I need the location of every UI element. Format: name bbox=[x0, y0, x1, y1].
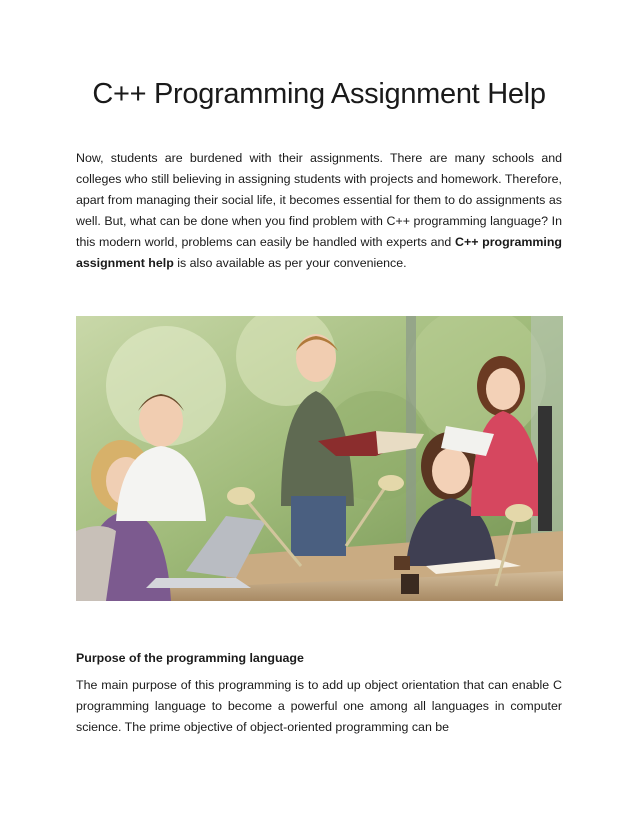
intro-bold-text: C++ programming assignment help bbox=[76, 235, 563, 270]
section-paragraph: The main purpose of this programming is to add up object orientation that can enable C programming language to become a powerful one among all languages in computer science. The prime objective of object-oriented programming can be bbox=[76, 678, 562, 734]
students-photo bbox=[76, 316, 563, 601]
intro-text-after: is also available as per your convenience. bbox=[173, 256, 407, 270]
intro-paragraph bbox=[76, 148, 562, 274]
intro-text-before: Now, students are burdened with their assignments. There are many schools and colleges who still believing in assigning students with projects and homework. Therefore, apart from managing their social life, it becomes essential for them to do assignments as well. But, what can be done when you find problem with C++ programming language? In this modern world, problems can easily be handled with experts and bbox=[76, 151, 562, 249]
students-studying-illustration bbox=[76, 316, 563, 601]
page-title: C++ Programming Assignment Help bbox=[92, 78, 546, 110]
section-heading: Purpose of the programming language bbox=[76, 651, 304, 665]
